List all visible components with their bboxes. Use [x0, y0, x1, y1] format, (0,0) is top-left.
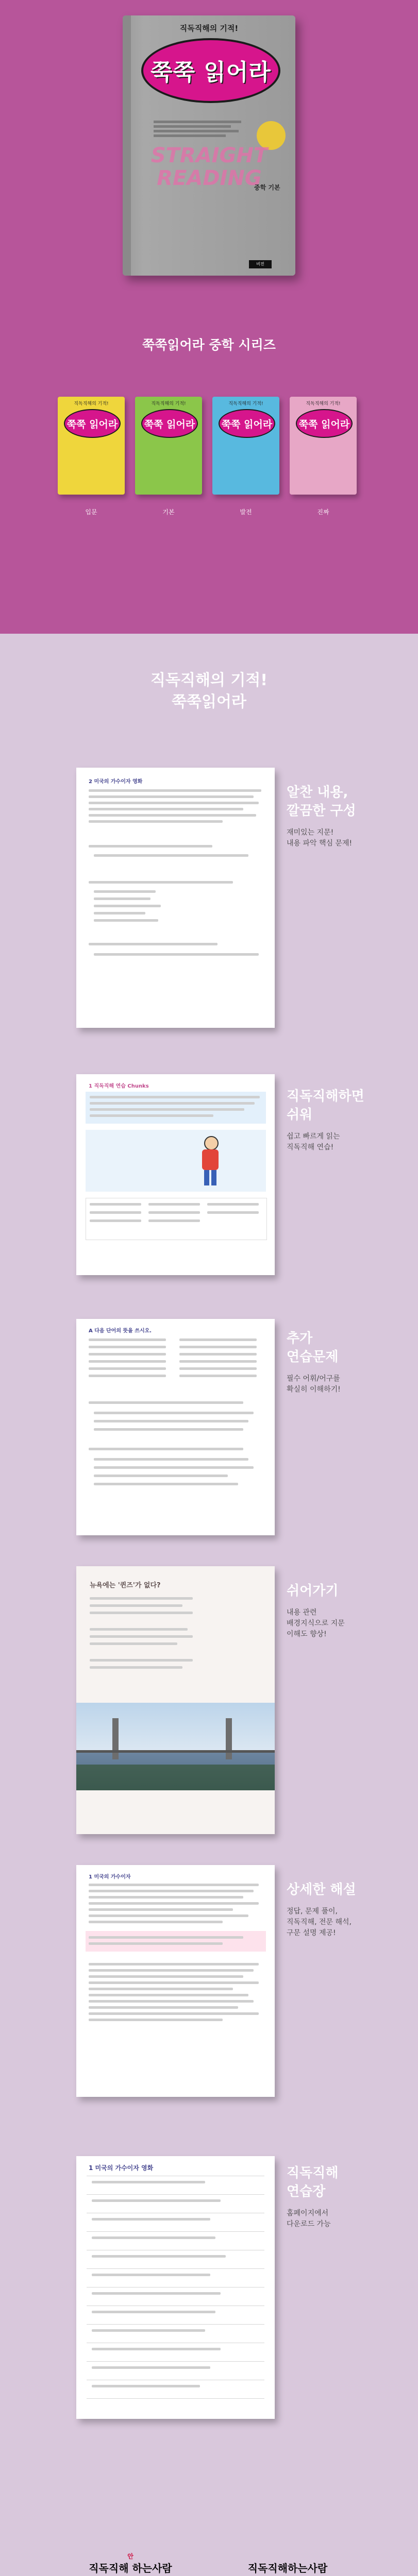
book-spine [123, 15, 131, 276]
series-book-subtitle: 직독직해의 기적! [306, 401, 341, 406]
series-label-3: 발전 [240, 509, 252, 516]
boy-illustration [195, 1136, 226, 1188]
series-book-title: 쭉쭉 읽어라 [66, 419, 118, 430]
sample-page-6 [76, 2156, 275, 2419]
feature-title: 상세한 해설 [287, 1882, 356, 1897]
feature-desc: 재미있는 지문! 내용 파악 핵심 문제! [287, 828, 353, 848]
bridge-photo [76, 1703, 275, 1790]
series-book-subtitle: 직독직해의 기적! [74, 401, 109, 406]
feature-desc: 내용 관련 배경지식으로 지문 이해도 향상! [287, 1608, 345, 1638]
series-book-3[interactable] [212, 397, 279, 495]
series-book-1[interactable] [58, 397, 125, 495]
sample-page-3 [76, 1319, 275, 1535]
feature-1 [287, 783, 410, 849]
feature-title: 쉬어가기 [287, 1583, 339, 1599]
series-book-4[interactable] [290, 397, 357, 495]
series-book-subtitle: 직독직해의 기적! [228, 401, 263, 406]
series-label-4: 진짜 [317, 509, 329, 516]
intro-line-1: 직독직해의 기적! [151, 671, 267, 689]
feature-desc: 쉽고 빠르게 읽는 직독직해 연습! [287, 1132, 340, 1151]
sample-page-heading: 2 미국의 가수이자 영화 [89, 779, 143, 785]
sample-page-2 [76, 1074, 275, 1275]
speech-bubble [141, 38, 280, 103]
sample-page-heading: A 다음 단어의 뜻을 쓰시오. [89, 1328, 152, 1334]
feature-6 [287, 2164, 410, 2230]
book-blurb [154, 118, 246, 139]
sample-page-5 [76, 1865, 275, 2097]
feature-5 [287, 1880, 410, 1939]
series-label-1: 입문 [85, 509, 97, 516]
feature-title: 추가 연습문제 [287, 1331, 339, 1365]
book-title: 쭉쭉 읽어라 [151, 59, 271, 86]
series-book-title: 쭉쭉 읽어라 [221, 419, 273, 430]
feature-2 [287, 1087, 410, 1153]
compare-right-title: 직독직해하는사람 [247, 2562, 328, 2574]
sample-page-heading: 1 미국의 가수이자 [89, 1874, 131, 1880]
intro-heading [0, 670, 418, 713]
feature-4 [287, 1582, 410, 1640]
book-cover [123, 15, 295, 276]
series-book-bubble [219, 409, 275, 438]
sample-page-heading: 뉴욕에는 '퀸즈'가 없다? [90, 1582, 161, 1589]
series-book-title: 쭉쭉 읽어라 [298, 419, 350, 430]
series-book-subtitle: 직독직해의 기적! [151, 401, 186, 406]
feature-desc: 홈페이지에서 다운로드 가능 [287, 2209, 331, 2228]
feature-title: 직독직해하면 쉬워 [287, 1089, 364, 1123]
feature-title: 알찬 내용, 깔끔한 구성 [287, 785, 356, 819]
intro-line-2: 쭉쭉읽어라 [172, 693, 246, 711]
series-book-2[interactable] [135, 397, 202, 495]
hero-section [0, 0, 418, 634]
sample-page-1 [76, 768, 275, 1028]
sample-page-heading: 1 직독직해 연습 Chunks [89, 1083, 149, 1089]
sample-page-heading: 1 미국의 가수이자 영화 [89, 2164, 154, 2172]
book-subtitle: 직독직해의 기적! [179, 24, 239, 33]
book-watermark: STRAIGHT READING [151, 144, 268, 190]
series-title: 쭉쭉읽어라 중학 시리즈 [142, 337, 276, 352]
publisher-logo: 비전 [249, 260, 272, 268]
compare-left-title: 직독직해 하는사람 [89, 2562, 172, 2574]
compare-left-heading [53, 2553, 208, 2575]
series-book-title: 쭉쭉 읽어라 [144, 419, 195, 430]
feature-title: 직독직해 연습장 [287, 2165, 339, 2199]
series-book-bubble [141, 409, 198, 438]
book-level: 중학 기본 [254, 184, 280, 191]
series-book-bubble [296, 409, 353, 438]
feature-3 [287, 1329, 410, 1395]
sample-page-4 [76, 1566, 275, 1834]
compare-left-prefix: 안 [127, 2553, 133, 2560]
feature-desc: 정답, 문제 풀이, 직독직해, 전문 해석, 구문 설명 제공! [287, 1907, 352, 1937]
series-label-2: 기본 [162, 509, 175, 516]
series-book-bubble [64, 409, 121, 438]
feature-desc: 필수 어휘/어구를 확실히 이해하기! [287, 1375, 341, 1394]
